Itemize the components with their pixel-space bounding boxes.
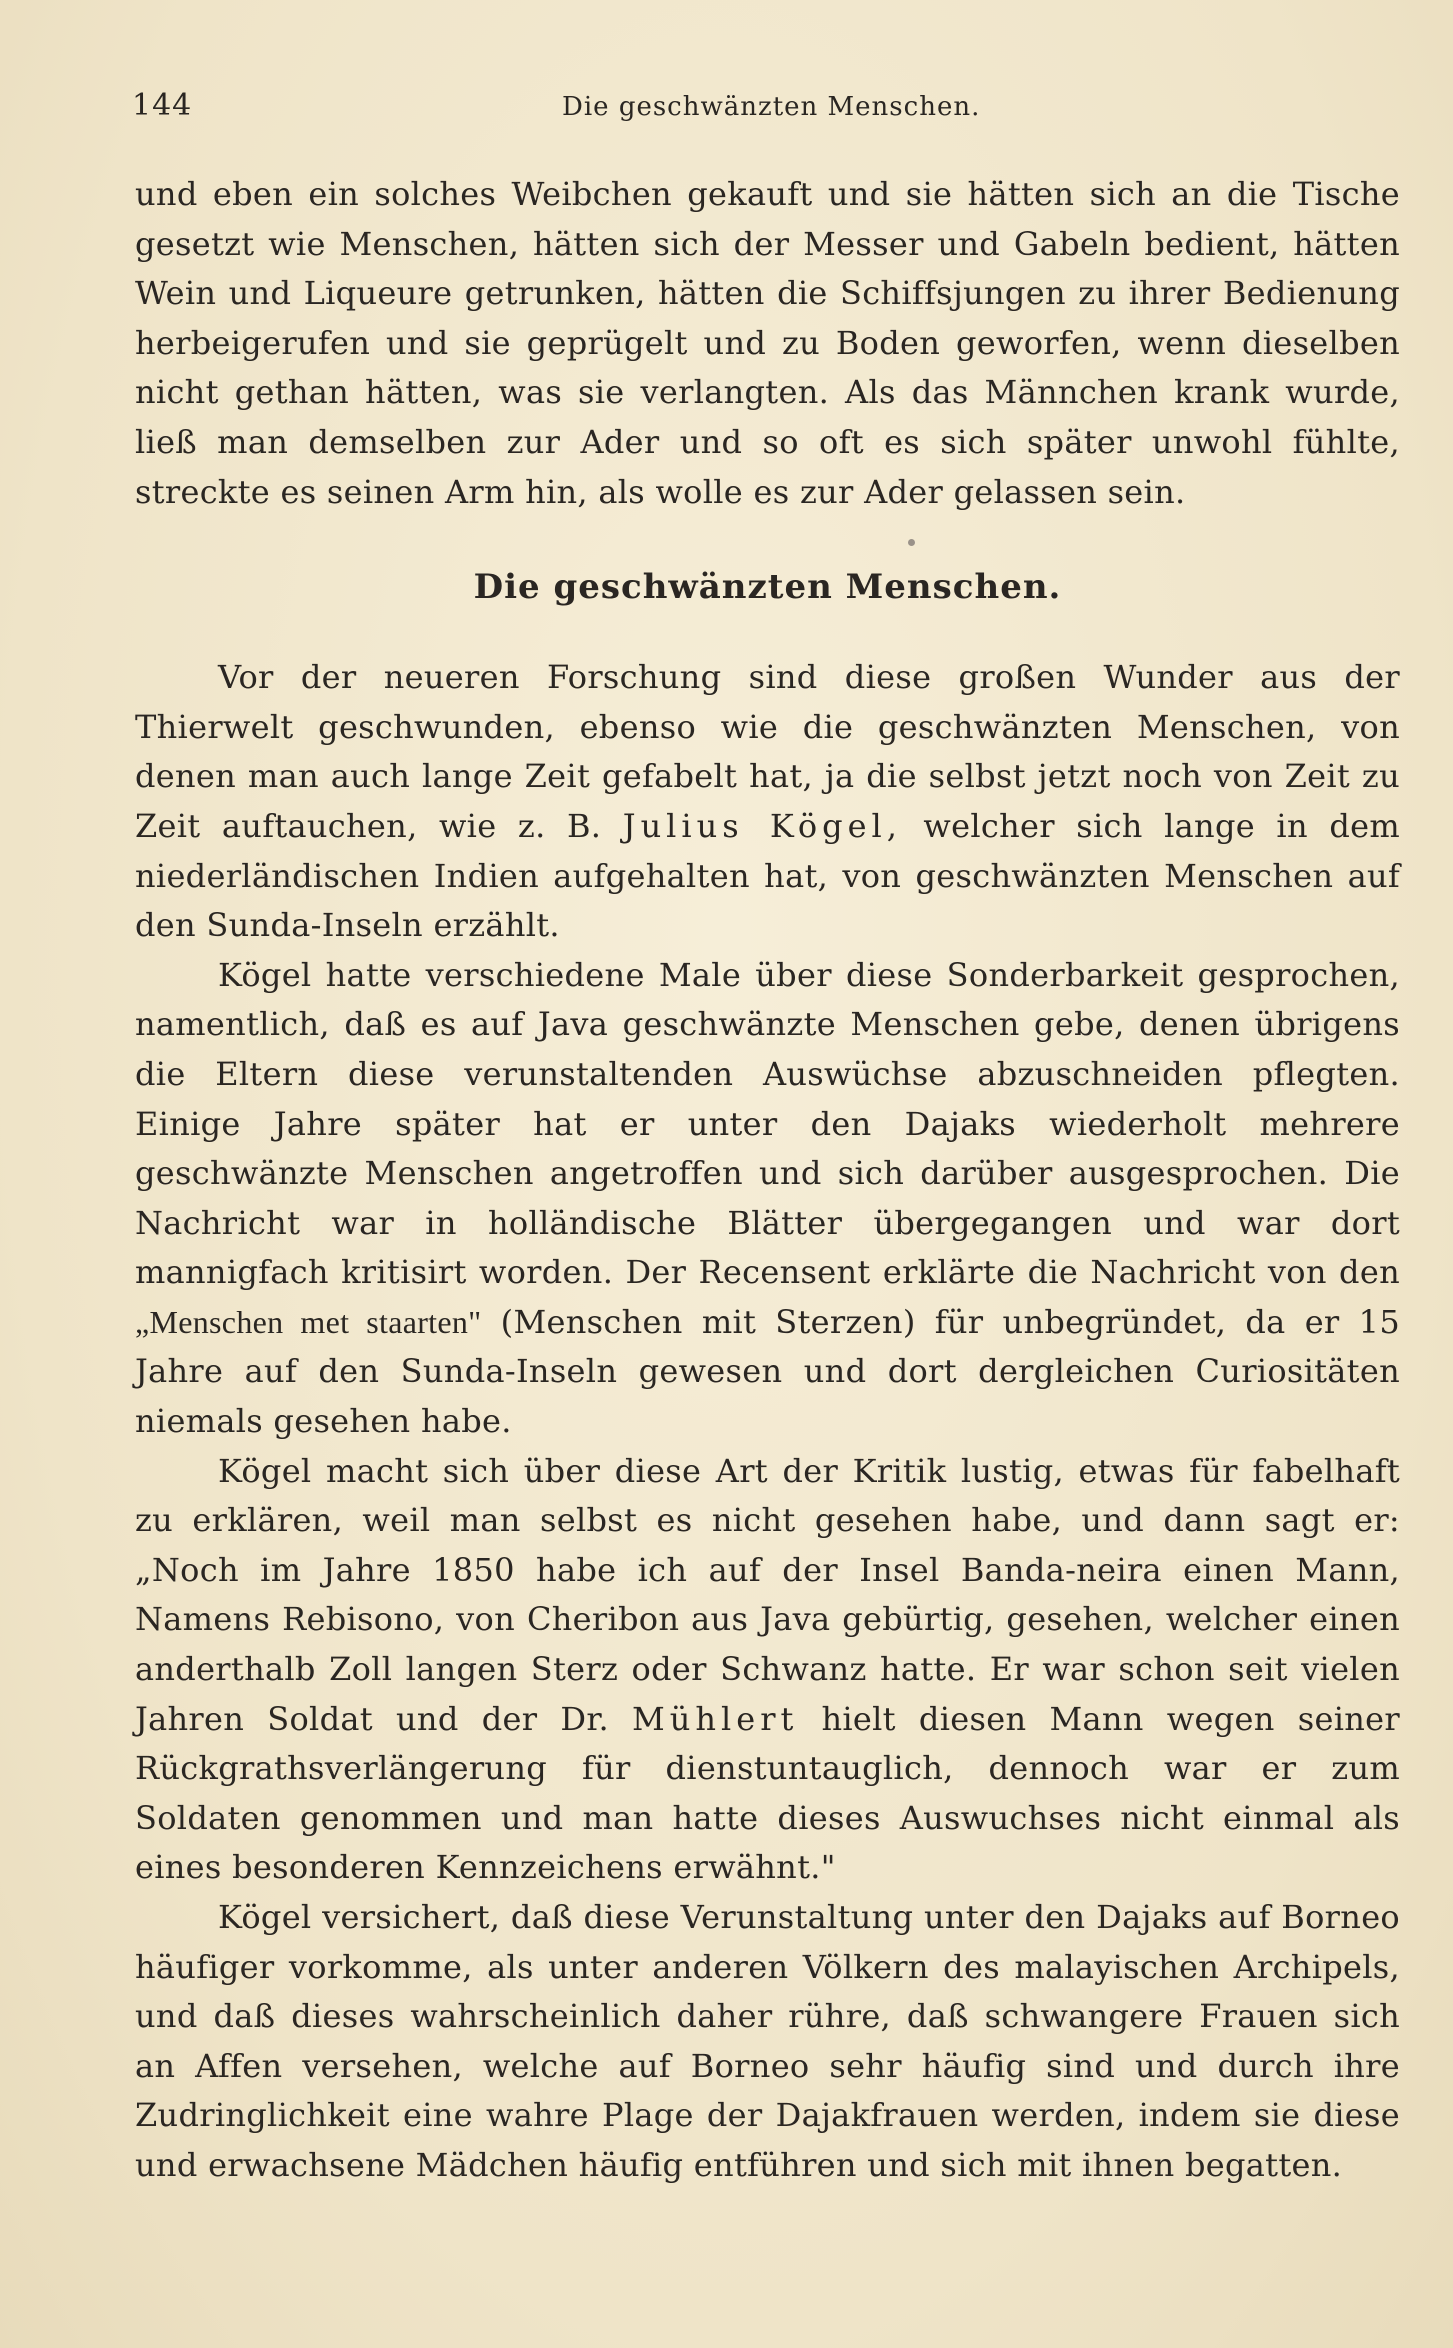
page-number: 144 bbox=[132, 88, 193, 123]
intro-paragraph: und eben ein solches Weibchen gekauft und sie hätten sich an die Tische gesetzt wie Menschen, hätten sich der Messer und Gabeln bedient, hätten Wein und Liqueure getrunken, hätten die Schiffsjungen zu ihrer Bedienung herbeigerufen und sie geprügelt und zu Boden geworfen, wenn dieselben nicht gethan hätten, was sie verlangten. Als das Männchen krank wurde, ließ man demselben zur Ader und so oft es sich später unwohl fühlte, streckte es seinen Arm hin, als wolle es zur Ader gelassen sein. bbox=[135, 175, 1400, 511]
paragraph-2 bbox=[135, 653, 1400, 951]
paragraph-3-text-a: Kögel hatte verschiedene Male über diese Sonderbarkeit gesprochen, namentlich, daß es auf Java geschwänzte Menschen gebe, denen übrigens die Eltern diese verunstaltenden Auswüchse abzuschneiden pflegten. Einige Jahre später hat er unter den Dajaks wiederholt mehrere geschwänzte Menschen angetroffen und sich darüber ausgesprochen. Die Nachricht war in holländische Blätter übergegangen und war dort mannigfach kritisirt worden. Der Recensent erklärte die Nachricht von den bbox=[135, 955, 1400, 1292]
separator-dot bbox=[135, 517, 1400, 561]
author-name: Julius Kögel, bbox=[622, 806, 902, 845]
dutch-quote: „Menschen met staarten" bbox=[135, 1303, 482, 1340]
paragraph-2-text-b: welcher sich lange in dem niederländischen Indien aufgehalten hat, von geschwänzten Menschen auf den Sunda-Inseln erzählt. bbox=[135, 806, 1400, 945]
paragraph-3 bbox=[135, 951, 1400, 1447]
paragraph-4 bbox=[135, 1447, 1400, 1893]
section-heading: Die geschwänzten Menschen. bbox=[473, 567, 1062, 608]
doctor-name: Mühlert bbox=[632, 1699, 799, 1738]
body-text bbox=[135, 170, 1400, 2191]
paragraph-4-text-a: Kögel macht sich über diese Art der Kritik lustig, etwas für fabelhaft zu erklären, weil man selbst es nicht gesehen habe, und dann sagt er: „Noch im Jahre 1850 habe ich auf der Insel Banda-neira einen Mann, Namens Rebisono, von Cheribon aus Java gebürtig, gesehen, welcher einen anderthalb Zoll langen Sterz oder Schwanz hatte. Er war schon seit vielen Jahren Soldat und der Dr. bbox=[135, 1451, 1400, 1738]
running-head: Die geschwänzten Menschen. bbox=[562, 92, 981, 122]
page-header bbox=[132, 88, 1402, 128]
paragraph-2-text-a: Vor der neueren Forschung sind diese großen Wunder aus der Thierwelt geschwunden, ebenso wie die geschwänzten Menschen, von denen man auch lange Zeit gefabelt hat, ja die selbst jetzt noch von Zeit zu Zeit auftauchen, wie z. B. bbox=[135, 658, 1400, 845]
paragraph-3-text-b: (Menschen mit Sterzen) für unbegründet, da er 15 Jahre auf den Sunda-Inseln gewesen und dort dergleichen Curiositäten niemals gesehen habe. bbox=[135, 1302, 1400, 1441]
paragraph-5: Kögel versichert, daß diese Verunstaltung unter den Dajaks auf Borneo häufiger vorkomme, als unter anderen Völkern des malayischen Archipels, und daß dieses wahrscheinlich daher rühre, daß schwangere Frauen sich an Affen versehen, welche auf Borneo sehr häufig sind und durch ihre Zudringlichkeit eine wahre Plage der Dajakfrauen werden, indem sie diese und erwachsene Mädchen häufig entführen und sich mit ihnen begatten. bbox=[135, 1898, 1400, 2184]
paragraph-4-text-b: hielt diesen Mann wegen seiner Rückgrathsverlängerung für dienstuntauglich, dennoch war er zum Soldaten genommen und man hatte dieses Auswuchses nicht einmal als eines besonderen Kennzeichens erwähnt." bbox=[135, 1699, 1400, 1887]
